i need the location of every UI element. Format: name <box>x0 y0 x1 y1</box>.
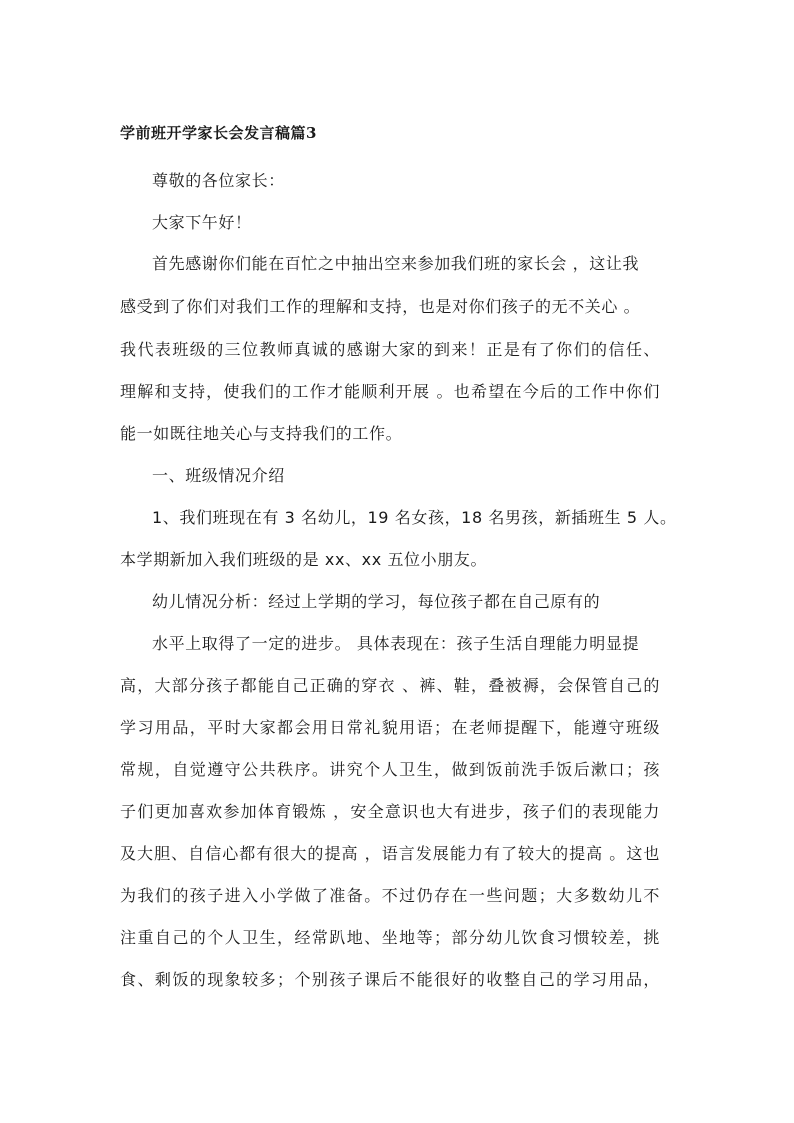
paragraph-line: 水平上取得了一定的进步。 具体表现在：孩子生活自理能力明显提 <box>152 634 640 653</box>
salutation-line: 尊敬的各位家长： <box>152 171 285 190</box>
paragraph-line: 学习用品，平时大家都会用日常礼貌用语；在老师提醒下，能遵守班级 <box>120 718 660 737</box>
paragraph-line: 1、我们班现在有 3 名幼儿，19 名女孩，18 名男孩，新插班生 5 人。 <box>152 508 677 527</box>
paragraph-line: 幼儿情况分析：经过上学期的学习，每位孩子都在自己原有的 <box>152 592 601 611</box>
paragraph-line: 首先感谢你们能在百忙之中抽出空来参加我们班的家长会 ，这让我 <box>152 254 640 273</box>
paragraph-line: 我代表班级的三位教师真诚的感谢大家的到来！正是有了你们的信任、 <box>120 340 660 359</box>
paragraph-line: 食、剩饭的现象较多；个别孩子课后不能很好的收整自己的学习用品， <box>120 970 660 989</box>
paragraph-line: 本学期新加入我们班级的是 xx、xx 五位小朋友。 <box>120 550 488 569</box>
paragraph-line: 注重自己的个人卫生，经常趴地、坐地等；部分幼儿饮食习惯较差，挑 <box>120 928 660 947</box>
paragraph-line: 感受到了你们对我们工作的理解和支持，也是对你们孩子的无不关心 。 <box>120 297 641 316</box>
paragraph-line: 常规，自觉遵守公共秩序。讲究个人卫生，做到饭前洗手饭后漱口；孩 <box>120 760 660 779</box>
paragraph-line: 高，大部分孩子都能自己正确的穿衣 、裤、鞋，叠被褥，会保管自己的 <box>120 676 660 695</box>
document-title: 学前班开学家长会发言稿篇3 <box>120 124 317 142</box>
paragraph-line: 理解和支持，使我们的工作才能顺利开展 。也希望在今后的工作中你们 <box>120 382 660 401</box>
paragraph-line: 及大胆、自信心都有很大的提高 ，语言发展能力有了较大的提高 。这也 <box>120 844 660 863</box>
greeting-line: 大家下午好！ <box>152 213 252 232</box>
paragraph-line: 为我们的孩子进入小学做了准备。不过仍存在一些问题；大多数幼儿不 <box>120 886 660 905</box>
paragraph-line: 子们更加喜欢参加体育锻炼 ，安全意识也大有进步，孩子们的表现能力 <box>120 802 660 821</box>
section-heading: 一、班级情况介绍 <box>152 466 285 485</box>
paragraph-line: 能一如既往地关心与支持我们的工作。 <box>120 424 403 443</box>
